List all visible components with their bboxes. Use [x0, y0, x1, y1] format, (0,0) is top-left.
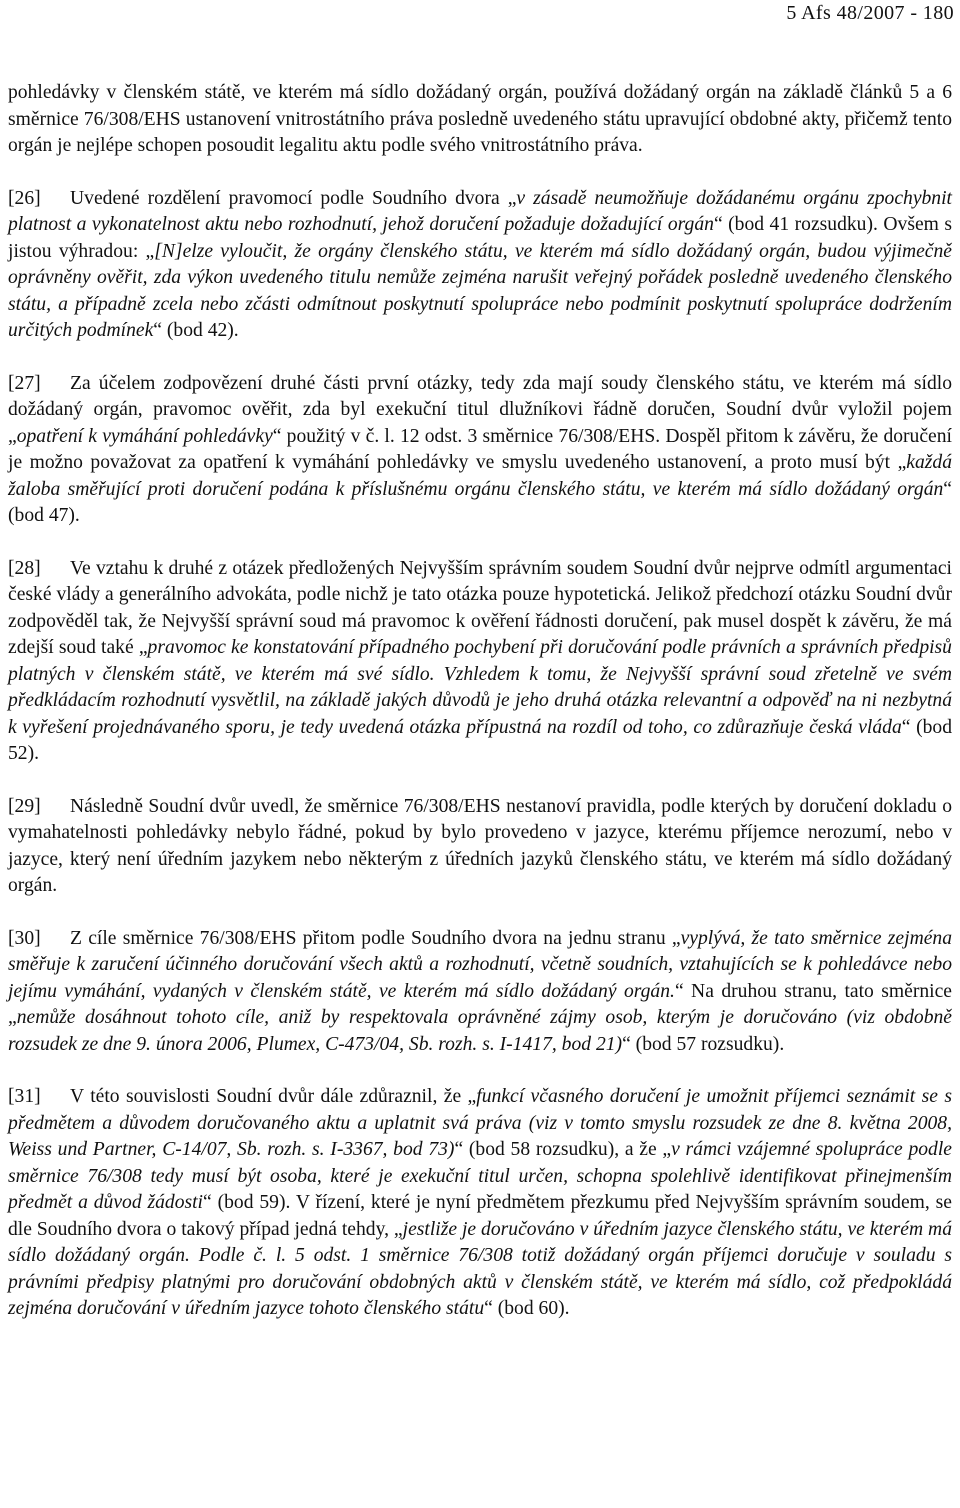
paragraph-29: [8, 794, 952, 900]
document-body: [8, 80, 952, 1323]
paragraph-30: [8, 926, 952, 1059]
body-text: “ (bod 42).: [153, 320, 239, 341]
body-text: Následně Soudní dvůr uvedl, že směrnice 76/308/EHS nestanoví pravidla, podle kterých by doručení dokladu o vymahatelnosti pohledávky nebylo řádné, pokud by bylo provedeno v jazyce, kterému příjemce nerozumí, nebo v jazyce, který není úředním jazykem nebo některým z úředních jazyků členského státu, ve kterém má sídlo dožádaný orgán.: [8, 795, 952, 896]
body-text: “ (bod 60).: [484, 1298, 570, 1319]
quoted-text: v rámci vzájemné spolupráce podle směrnice 76/308 tedy musí být osoba, které je exekuční titul určen, schopna spolehlivě identifikovat přinejmenším předmět a důvod žádosti: [8, 1139, 952, 1213]
body-text: Z cíle směrnice 76/308/EHS přitom podle Soudního dvora na jednu stranu „: [70, 927, 681, 949]
body-text: “ (bod 52).: [8, 716, 952, 764]
body-text: “ (bod 41 rozsudku). Ovšem s jistou výhradou: „: [8, 214, 952, 262]
paragraph-number: [27]: [8, 372, 41, 394]
paragraph-number: [28]: [8, 557, 41, 579]
body-text: Za účelem zodpovězení druhé části první otázky, tedy zda mají soudy členského státu, ve kterém má sídlo dožádaný orgán, pravomoc ověřit, zda byl exekuční titul dlužníkovi řádně doručen, Soudní dvůr vyložil pojem „: [8, 372, 952, 447]
body-text: “ (bod 57 rozsudku).: [622, 1033, 785, 1055]
quoted-text: funkcí včasného doručení je umožnit příjemci seznámit se s předmětem a důvodem doručovaného aktu a uplatnit svá práva (viz v tomto smyslu rozsudek ze dne 8. května 2008, Weiss und Partner, C-14/07, Sb. rozh. s. I-3367, bod 73): [8, 1086, 952, 1160]
page-header-reference: 5 Afs 48/2007 - 180: [786, 2, 954, 24]
quoted-text: jestliže je doručováno v úředním jazyce členského státu, ve kterém má sídlo dožádaný orgán. Podle č. l. 5 odst. 1 směrnice 76/308 totiž dožádaný orgán příjemci doručuje v souladu s právními předpisy platnými pro doručování obdobných aktů v členském státě, ve kterém má sídlo, což předpokládá zejména doručování v úředním jazyce tohoto členského státu: [8, 1218, 952, 1319]
body-text: V této souvislosti Soudní dvůr dále zdůraznil, že „: [70, 1086, 477, 1107]
quoted-text: každá žaloba směřující proti doručení podána k příslušnému orgánu členského státu, ve kterém má sídlo dožádaný orgán: [8, 452, 952, 500]
body-text: Ve vztahu k druhé z otázek předložených Nejvyšším správním soudem Soudní dvůr nejprve odmítl argumentaci české vlády a generálního advokáta, podle nichž je tato otázka pouze hypotetická. Jelikož předchozí otázku Soudní dvůr zodpověděl tak, že Nejvyšší správní soud má pravomoc k ověření řádnosti doručení, pak musel dospět k závěru, že má zdejší soud také „: [8, 557, 952, 658]
paragraph-number: [31]: [8, 1086, 41, 1107]
paragraph-27: [8, 371, 952, 530]
quoted-text: opatření k vymáhání pohledávky: [16, 425, 273, 447]
body-text: “ použitý v č. l. 12 odst. 3 směrnice 76/308/EHS. Dospěl přitom k závěru, že doručení je možno považovat za opatření k vymáhání pohledávky ve smyslu uvedeného ustanovení, a proto musí být „: [8, 425, 952, 473]
body-text: “ (bod 58 rozsudku), a že „: [454, 1139, 672, 1160]
body-text: “ (bod 47).: [8, 478, 952, 526]
paragraph-number: [29]: [8, 795, 41, 817]
paragraph-28: [8, 556, 952, 768]
paragraph-number: [26]: [8, 187, 41, 209]
body-text: “ Na druhou stranu, tato směrnice „: [8, 980, 952, 1028]
body-text: “ (bod 59). V řízení, které je nyní předmětem přezkumu před Nejvyšším správním soudem, se dle Soudního dvora o takový případ jedná tehdy, „: [8, 1192, 952, 1240]
paragraph-number: [30]: [8, 927, 41, 949]
body-text: pohledávky v členském státě, ve kterém má sídlo dožádaný orgán, používá dožádaný orgán na základě článků 5 a 6 směrnice 76/308/EHS ustanovení vnitrostátního práva posledně uvedeného státu upravující obdobné akty, přičemž tento orgán je nejlépe schopen posoudit legalitu aktu podle svého vnitrostátního práva.: [8, 82, 952, 156]
quoted-text: v zásadě neumožňuje dožádanému orgánu zpochybnit platnost a vykonatelnost aktu nebo rozhodnutí, jehož doručení požaduje dožadující orgán: [8, 187, 952, 235]
paragraph-continuation: [8, 80, 952, 160]
paragraph-31: [8, 1084, 952, 1323]
quoted-text: nemůže dosáhnout tohoto cíle, aniž by respektovala oprávněné zájmy osob, kterým je doručováno (viz obdobně rozsudek ze dne 9. února 2006, Plumex, C-473/04, Sb. rozh. s. I-1417, bod 21): [8, 1007, 952, 1055]
paragraph-26: [8, 186, 952, 345]
quoted-text: [N]elze vyloučit, že orgány členského státu, ve kterém má sídlo dožádaný orgán, budou výjimečně oprávněny ověřit, zda výkon uvedeného titulu nemůže zejména narušit veřejný pořádek posledně uvedeného členského státu, a případně zcela nebo zčásti odmítnout poskytnutí spolupráce nebo podmínit poskytnutí spolupráce dodržením určitých podmínek: [8, 240, 952, 341]
quoted-text: pravomoc ke konstatování případného pochybení při doručování podle právních a správních předpisů platných v členském státě, ve kterém má své sídlo. Vzhledem k tomu, že Nejvyšší správní soud zřetelně ve svém předkládacím rozhodnutí vysvětlil, na základě jakých důvodů je jeho druhá otázka relevantní a odpověď na ni nezbytná k vyřešení projednávaného sporu, je tedy uvedená otázka přípustná na rozdíl od toho, co zdůrazňuje česká vláda: [8, 637, 952, 738]
quoted-text: vyplývá, že tato směrnice zejména směřuje k zaručení účinného doručování všech aktů a rozhodnutí, včetně soudních, vztahujících se k pohledávce nebo jejímu vymáhání, vydaných v členském státě, ve kterém má sídlo dožádaný orgán.: [8, 927, 953, 1002]
body-text: Uvedené rozdělení pravomocí podle Soudního dvora „: [70, 187, 517, 209]
